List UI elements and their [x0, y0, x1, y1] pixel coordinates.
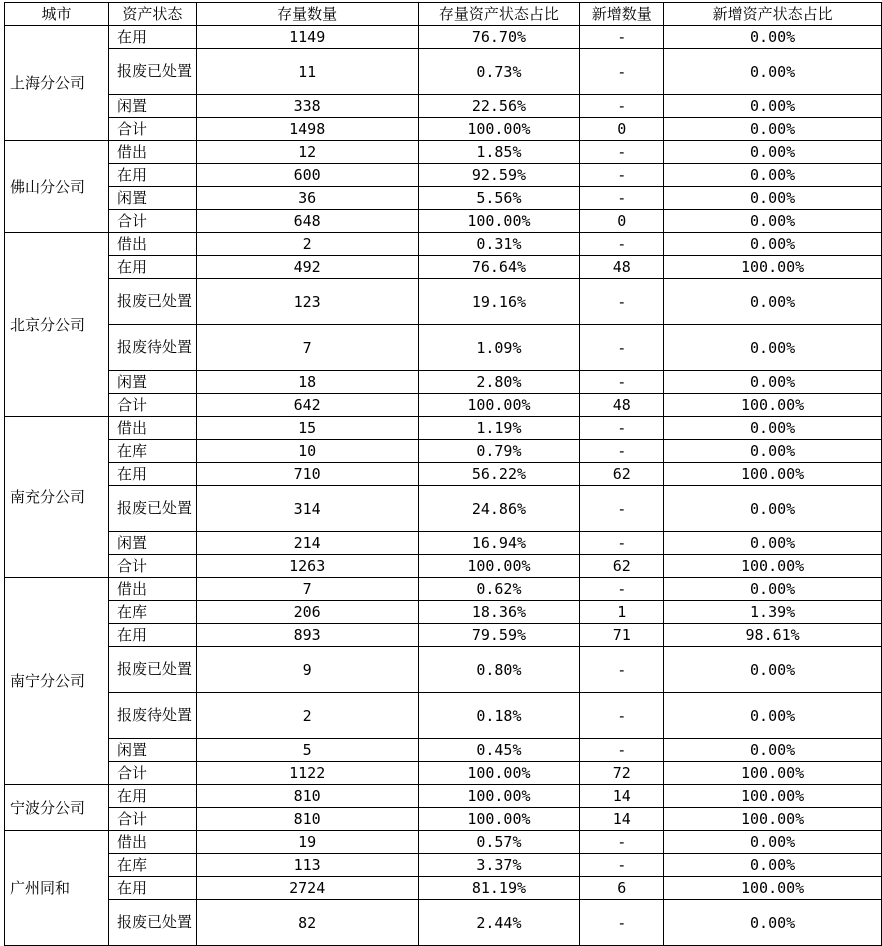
new-ratio-cell: 0.00%	[664, 95, 882, 118]
table-row	[5, 762, 882, 785]
status-cell: 在用	[108, 877, 196, 900]
new-ratio-cell: 0.00%	[664, 900, 882, 946]
new-count-cell: -	[580, 440, 664, 463]
status-cell: 报废已处置	[108, 647, 196, 693]
new-count-cell: 48	[580, 256, 664, 279]
stock-count-cell: 1498	[196, 118, 418, 141]
status-cell: 在用	[108, 463, 196, 486]
table-row	[5, 808, 882, 831]
stock-ratio-cell: 76.70%	[418, 26, 580, 49]
new-count-cell: 14	[580, 785, 664, 808]
table-row	[5, 831, 882, 854]
header-stock-ratio: 存量资产状态占比	[418, 3, 580, 26]
new-ratio-cell: 0.00%	[664, 486, 882, 532]
status-cell: 闲置	[108, 95, 196, 118]
table-row	[5, 877, 882, 900]
table-row	[5, 440, 882, 463]
status-cell: 在用	[108, 26, 196, 49]
table-row	[5, 394, 882, 417]
table-row	[5, 187, 882, 210]
stock-count-cell: 2	[196, 233, 418, 256]
stock-count-cell: 1149	[196, 26, 418, 49]
new-ratio-cell: 0.00%	[664, 532, 882, 555]
stock-count-cell: 314	[196, 486, 418, 532]
stock-ratio-cell: 0.62%	[418, 578, 580, 601]
table-row	[5, 785, 882, 808]
table-row	[5, 624, 882, 647]
stock-count-cell: 7	[196, 578, 418, 601]
new-ratio-cell: 0.00%	[664, 854, 882, 877]
new-ratio-cell: 0.00%	[664, 49, 882, 95]
new-count-cell: -	[580, 325, 664, 371]
status-cell: 借出	[108, 417, 196, 440]
status-cell: 合计	[108, 808, 196, 831]
stock-ratio-cell: 76.64%	[418, 256, 580, 279]
new-count-cell: -	[580, 532, 664, 555]
table-row	[5, 601, 882, 624]
stock-count-cell: 11	[196, 49, 418, 95]
new-count-cell: -	[580, 26, 664, 49]
new-count-cell: -	[580, 486, 664, 532]
stock-count-cell: 710	[196, 463, 418, 486]
new-ratio-cell: 0.00%	[664, 693, 882, 739]
stock-ratio-cell: 0.45%	[418, 739, 580, 762]
new-count-cell: -	[580, 279, 664, 325]
new-count-cell: 0	[580, 118, 664, 141]
new-count-cell: -	[580, 164, 664, 187]
stock-ratio-cell: 19.16%	[418, 279, 580, 325]
new-ratio-cell: 0.00%	[664, 371, 882, 394]
status-cell: 借出	[108, 141, 196, 164]
stock-ratio-cell: 18.36%	[418, 601, 580, 624]
status-cell: 借出	[108, 578, 196, 601]
stock-ratio-cell: 22.56%	[418, 95, 580, 118]
status-cell: 闲置	[108, 532, 196, 555]
table-row	[5, 532, 882, 555]
status-cell: 报废已处置	[108, 486, 196, 532]
new-count-cell: 72	[580, 762, 664, 785]
stock-count-cell: 810	[196, 808, 418, 831]
status-cell: 借出	[108, 233, 196, 256]
stock-count-cell: 1263	[196, 555, 418, 578]
new-count-cell: 62	[580, 555, 664, 578]
stock-ratio-cell: 0.80%	[418, 647, 580, 693]
table-header	[5, 3, 882, 26]
table-row	[5, 693, 882, 739]
city-cell: 广州同和	[5, 831, 109, 946]
stock-ratio-cell: 81.19%	[418, 877, 580, 900]
stock-ratio-cell: 16.94%	[418, 532, 580, 555]
stock-count-cell: 642	[196, 394, 418, 417]
stock-count-cell: 206	[196, 601, 418, 624]
new-count-cell: 71	[580, 624, 664, 647]
table-row	[5, 555, 882, 578]
new-ratio-cell: 1.39%	[664, 601, 882, 624]
stock-count-cell: 492	[196, 256, 418, 279]
table-body	[5, 26, 882, 946]
new-ratio-cell: 0.00%	[664, 210, 882, 233]
stock-count-cell: 82	[196, 900, 418, 946]
stock-count-cell: 9	[196, 647, 418, 693]
status-cell: 合计	[108, 555, 196, 578]
stock-ratio-cell: 24.86%	[418, 486, 580, 532]
header-row	[5, 3, 882, 26]
new-ratio-cell: 0.00%	[664, 739, 882, 762]
new-ratio-cell: 0.00%	[664, 325, 882, 371]
table-row	[5, 279, 882, 325]
table-row	[5, 325, 882, 371]
new-count-cell: 6	[580, 877, 664, 900]
stock-ratio-cell: 0.57%	[418, 831, 580, 854]
stock-count-cell: 123	[196, 279, 418, 325]
stock-ratio-cell: 79.59%	[418, 624, 580, 647]
table-row	[5, 233, 882, 256]
status-cell: 合计	[108, 210, 196, 233]
new-ratio-cell: 0.00%	[664, 417, 882, 440]
stock-ratio-cell: 0.18%	[418, 693, 580, 739]
table-row	[5, 118, 882, 141]
new-ratio-cell: 0.00%	[664, 440, 882, 463]
stock-count-cell: 1122	[196, 762, 418, 785]
header-city: 城市	[5, 3, 109, 26]
stock-count-cell: 810	[196, 785, 418, 808]
status-cell: 报废已处置	[108, 900, 196, 946]
new-count-cell: -	[580, 417, 664, 440]
status-cell: 在用	[108, 164, 196, 187]
city-cell: 北京分公司	[5, 233, 109, 417]
stock-count-cell: 19	[196, 831, 418, 854]
new-ratio-cell: 100.00%	[664, 785, 882, 808]
new-count-cell: -	[580, 95, 664, 118]
stock-count-cell: 2724	[196, 877, 418, 900]
new-count-cell: -	[580, 49, 664, 95]
table-row	[5, 256, 882, 279]
new-ratio-cell: 100.00%	[664, 762, 882, 785]
new-count-cell: 1	[580, 601, 664, 624]
stock-count-cell: 18	[196, 371, 418, 394]
stock-count-cell: 12	[196, 141, 418, 164]
status-cell: 在库	[108, 440, 196, 463]
table-row	[5, 739, 882, 762]
status-cell: 闲置	[108, 371, 196, 394]
stock-ratio-cell: 100.00%	[418, 808, 580, 831]
stock-ratio-cell: 92.59%	[418, 164, 580, 187]
status-cell: 报废待处置	[108, 325, 196, 371]
table-row	[5, 854, 882, 877]
new-ratio-cell: 0.00%	[664, 187, 882, 210]
stock-count-cell: 5	[196, 739, 418, 762]
new-count-cell: -	[580, 371, 664, 394]
new-ratio-cell: 0.00%	[664, 141, 882, 164]
new-count-cell: -	[580, 578, 664, 601]
new-ratio-cell: 100.00%	[664, 877, 882, 900]
stock-ratio-cell: 1.09%	[418, 325, 580, 371]
city-cell: 南宁分公司	[5, 578, 109, 785]
stock-count-cell: 10	[196, 440, 418, 463]
new-ratio-cell: 0.00%	[664, 647, 882, 693]
stock-ratio-cell: 100.00%	[418, 210, 580, 233]
new-count-cell: -	[580, 900, 664, 946]
stock-ratio-cell: 1.19%	[418, 417, 580, 440]
city-cell: 南充分公司	[5, 417, 109, 578]
new-count-cell: -	[580, 854, 664, 877]
new-ratio-cell: 0.00%	[664, 831, 882, 854]
table-row	[5, 463, 882, 486]
table-row	[5, 417, 882, 440]
table-row	[5, 141, 882, 164]
table-row	[5, 486, 882, 532]
status-cell: 报废待处置	[108, 693, 196, 739]
table-row	[5, 26, 882, 49]
stock-count-cell: 7	[196, 325, 418, 371]
table-row	[5, 647, 882, 693]
asset-status-table	[4, 2, 882, 946]
table-row	[5, 49, 882, 95]
new-ratio-cell: 98.61%	[664, 624, 882, 647]
stock-count-cell: 600	[196, 164, 418, 187]
stock-ratio-cell: 100.00%	[418, 118, 580, 141]
stock-count-cell: 648	[196, 210, 418, 233]
new-ratio-cell: 100.00%	[664, 256, 882, 279]
table-row	[5, 95, 882, 118]
stock-ratio-cell: 3.37%	[418, 854, 580, 877]
new-ratio-cell: 0.00%	[664, 233, 882, 256]
stock-ratio-cell: 100.00%	[418, 394, 580, 417]
status-cell: 报废已处置	[108, 49, 196, 95]
new-ratio-cell: 0.00%	[664, 279, 882, 325]
status-cell: 闲置	[108, 739, 196, 762]
city-cell: 佛山分公司	[5, 141, 109, 233]
new-count-cell: -	[580, 141, 664, 164]
new-ratio-cell: 100.00%	[664, 555, 882, 578]
stock-ratio-cell: 0.79%	[418, 440, 580, 463]
stock-ratio-cell: 100.00%	[418, 785, 580, 808]
status-cell: 闲置	[108, 187, 196, 210]
city-cell: 上海分公司	[5, 26, 109, 141]
status-cell: 在用	[108, 785, 196, 808]
new-count-cell: 48	[580, 394, 664, 417]
new-count-cell: -	[580, 693, 664, 739]
status-cell: 在库	[108, 601, 196, 624]
new-count-cell: -	[580, 739, 664, 762]
table-row	[5, 371, 882, 394]
stock-count-cell: 113	[196, 854, 418, 877]
status-cell: 合计	[108, 394, 196, 417]
status-cell: 在用	[108, 256, 196, 279]
stock-count-cell: 338	[196, 95, 418, 118]
new-count-cell: 14	[580, 808, 664, 831]
stock-count-cell: 15	[196, 417, 418, 440]
table-row	[5, 164, 882, 187]
new-ratio-cell: 0.00%	[664, 164, 882, 187]
header-stock-count: 存量数量	[196, 3, 418, 26]
new-ratio-cell: 100.00%	[664, 808, 882, 831]
new-ratio-cell: 0.00%	[664, 118, 882, 141]
stock-count-cell: 2	[196, 693, 418, 739]
status-cell: 合计	[108, 118, 196, 141]
header-status: 资产状态	[108, 3, 196, 26]
stock-ratio-cell: 2.80%	[418, 371, 580, 394]
status-cell: 在用	[108, 624, 196, 647]
stock-ratio-cell: 1.85%	[418, 141, 580, 164]
stock-ratio-cell: 5.56%	[418, 187, 580, 210]
status-cell: 在库	[108, 854, 196, 877]
stock-count-cell: 214	[196, 532, 418, 555]
stock-ratio-cell: 56.22%	[418, 463, 580, 486]
status-cell: 合计	[108, 762, 196, 785]
stock-ratio-cell: 0.31%	[418, 233, 580, 256]
table-row	[5, 578, 882, 601]
new-count-cell: -	[580, 831, 664, 854]
city-cell: 宁波分公司	[5, 785, 109, 831]
new-count-cell: -	[580, 233, 664, 256]
new-count-cell: 62	[580, 463, 664, 486]
new-ratio-cell: 100.00%	[664, 394, 882, 417]
new-count-cell: -	[580, 647, 664, 693]
table-row	[5, 210, 882, 233]
status-cell: 借出	[108, 831, 196, 854]
stock-ratio-cell: 100.00%	[418, 555, 580, 578]
stock-ratio-cell: 2.44%	[418, 900, 580, 946]
header-new-ratio: 新增资产状态占比	[664, 3, 882, 26]
new-ratio-cell: 0.00%	[664, 578, 882, 601]
new-count-cell: 0	[580, 210, 664, 233]
stock-ratio-cell: 0.73%	[418, 49, 580, 95]
stock-count-cell: 893	[196, 624, 418, 647]
new-ratio-cell: 100.00%	[664, 463, 882, 486]
stock-count-cell: 36	[196, 187, 418, 210]
new-count-cell: -	[580, 187, 664, 210]
table-row	[5, 900, 882, 946]
status-cell: 报废已处置	[108, 279, 196, 325]
stock-ratio-cell: 100.00%	[418, 762, 580, 785]
header-new-count: 新增数量	[580, 3, 664, 26]
new-ratio-cell: 0.00%	[664, 26, 882, 49]
